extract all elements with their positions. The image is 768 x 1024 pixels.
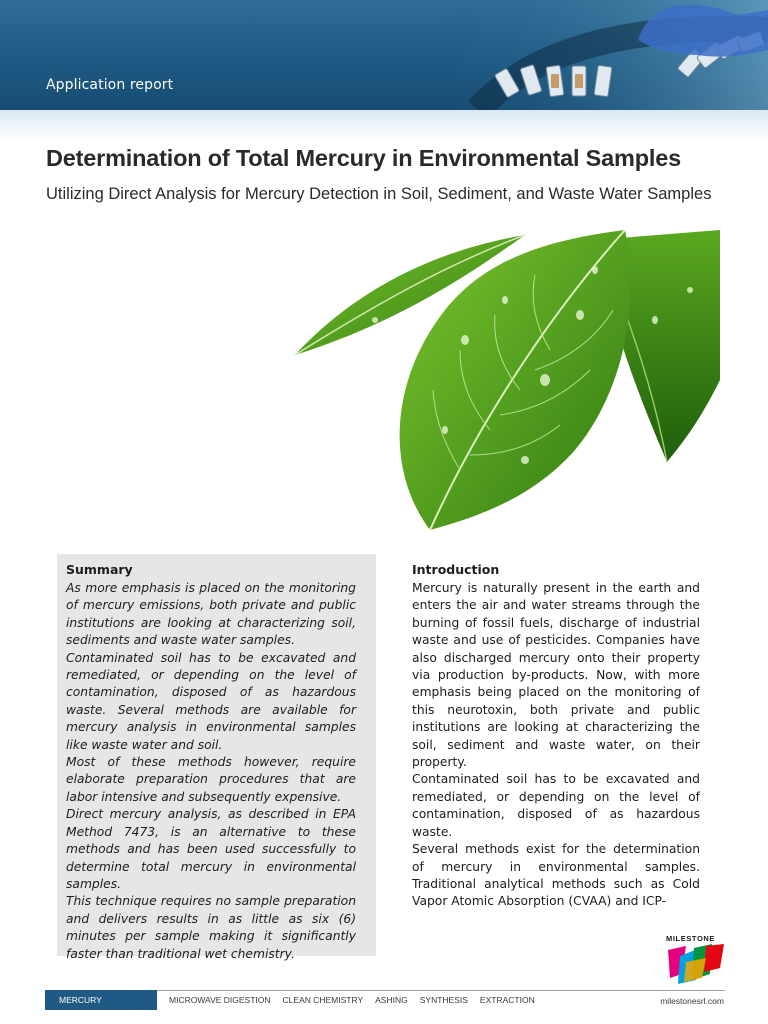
footer-category-tabs — [45, 990, 541, 1010]
introduction-paragraph: Contaminated soil has to be excavated and remediated, or depending on the level of contamination, disposed of as hazardous waste. — [412, 772, 700, 839]
footer-website-link[interactable]: milestonesrl.com — [660, 996, 724, 1006]
milestone-logo-icon — [666, 934, 726, 986]
sample-carousel-photo — [438, 0, 768, 110]
summary-text — [66, 580, 356, 963]
footer-tab-extraction[interactable]: EXTRACTION — [479, 995, 535, 1005]
introduction-text — [412, 580, 700, 911]
summary-paragraph: Direct mercury analysis, as described in EPA Method 7473, is an alternative to these methods and has been used successfully to determine total mercury in environmental samples. — [66, 807, 356, 891]
header-fade — [0, 110, 768, 140]
milestone-logo-text: MILESTONE — [666, 934, 716, 943]
introduction-paragraph: Several methods exist for the determination of mercury in environmental samples. Traditional analytical methods such as Cold Vapor Atomic Absorption (CVAA) and ICP- — [412, 842, 700, 909]
footer-tab-ashing[interactable]: ASHING — [375, 995, 408, 1005]
green-leaves-image — [295, 230, 725, 530]
summary-paragraph: As more emphasis is placed on the monitoring of mercury emissions, both private and public institutions are looking at characterizing soil, sediments and waste water samples. — [66, 581, 356, 648]
introduction-heading: Introduction — [412, 562, 500, 577]
summary-paragraph: Contaminated soil has to be excavated and remediated, or depending on the level of contamination, disposed of as hazardous waste. Several methods are available for mercury analysis in environmental samples like waste water and soil. — [66, 650, 356, 752]
footer-tab-clean-chemistry[interactable]: CLEAN CHEMISTRY — [282, 995, 364, 1005]
header-band — [0, 0, 768, 110]
page-subtitle: Utilizing Direct Analysis for Mercury Detection in Soil, Sediment, and Waste Water Samples — [46, 185, 712, 203]
summary-paragraph: This technique requires no sample preparation and delivers results in as little as six (6) minutes per sample making it significantly faster than traditional wet chemistry. — [66, 894, 356, 961]
page-title: Determination of Total Mercury in Environmental Samples — [46, 145, 681, 171]
footer-tab-mercury[interactable]: MERCURY — [45, 990, 157, 1010]
introduction-paragraph: Mercury is naturally present in the earth and enters the air and water streams through the burning of fossil fuels, discharge of industrial waste and use of pesticides. Companies have also discharged mercury onto their property via production by-products. Now, with more emphasis being placed on the monitoring of this neurotoxin, both private and public institutions are looking at characterizing the soil, sediment and waste water, on their property. — [412, 581, 700, 770]
summary-paragraph: Most of these methods however, require elaborate preparation procedures that are labor intensive and subsequently expensive. — [66, 755, 356, 804]
footer-tab-microwave-digestion[interactable]: MICROWAVE DIGESTION — [169, 995, 271, 1005]
report-type-label: Application report — [46, 77, 174, 93]
footer-tab-synthesis[interactable]: SYNTHESIS — [419, 995, 468, 1005]
summary-heading: Summary — [66, 562, 133, 577]
